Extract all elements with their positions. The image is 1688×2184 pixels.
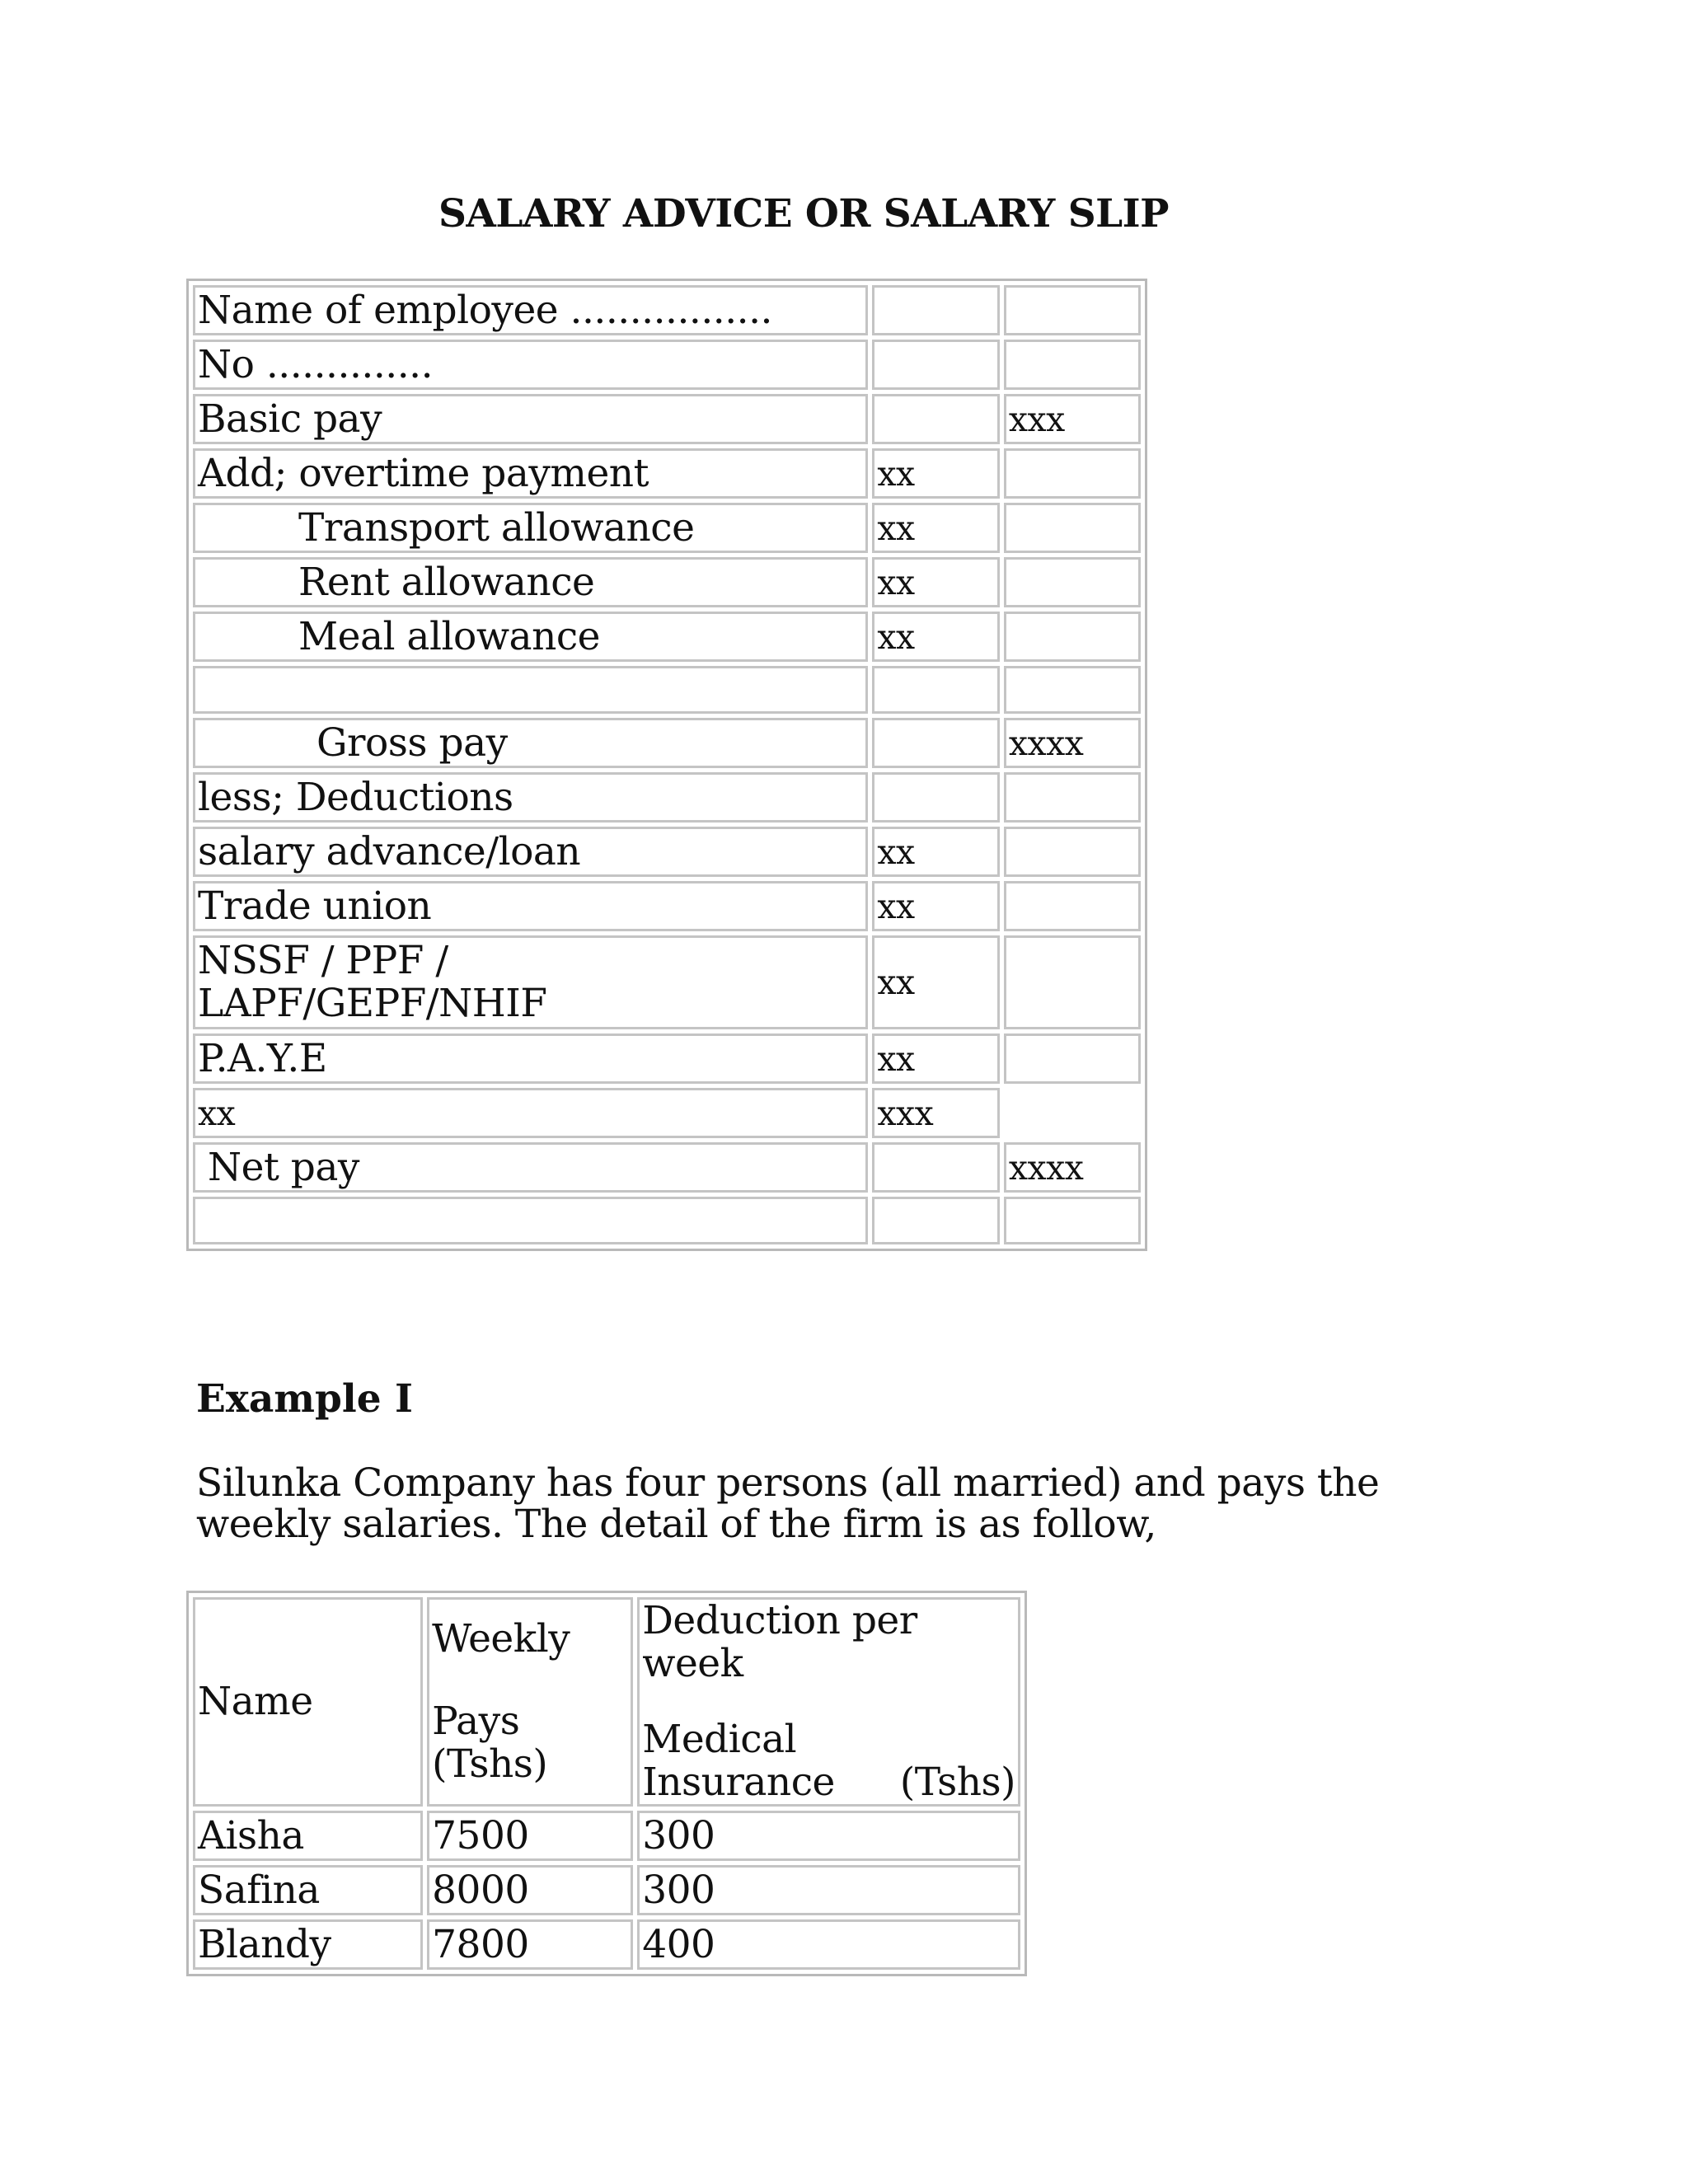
- table-row: [193, 1919, 1020, 1970]
- slip-label: No ..............: [193, 340, 868, 390]
- slip-label: Transport allowance: [193, 503, 868, 553]
- slip-sub-amount: xx: [872, 881, 1000, 931]
- slip-label: less; Deductions: [193, 772, 868, 823]
- cell-name: Blandy: [193, 1919, 423, 1970]
- slip-label: NSSF / PPF / LAPF/GEPF/NHIF: [193, 935, 868, 1029]
- table-row: [193, 1865, 1020, 1915]
- slip-label: [193, 1197, 868, 1244]
- slip-total-amount: [1004, 503, 1141, 553]
- slip-total-amount: [1004, 557, 1141, 607]
- table-row: [193, 1197, 1141, 1244]
- slip-sub-amount: xx: [872, 827, 1000, 877]
- slip-total-amount: [1004, 935, 1141, 1029]
- table-row: [193, 285, 1141, 335]
- table-row: [193, 557, 1141, 607]
- table-row: [193, 448, 1141, 499]
- salary-slip-table: [186, 279, 1147, 1251]
- slip-sub-amount: [872, 718, 1000, 768]
- example-paragraph: Silunka Company has four persons (all married) and pays the weekly salaries. The detail of the firm is as follow,: [196, 1460, 1380, 1547]
- slip-sub-amount: [872, 340, 1000, 390]
- slip-total-amount: [1004, 1033, 1141, 1084]
- header-unit: (Tshs): [899, 1760, 1015, 1805]
- slip-label: Rent allowance: [193, 557, 868, 607]
- header-deduction: [637, 1597, 1020, 1807]
- slip-label: Name of employee .................: [193, 285, 868, 335]
- table-row: [193, 1033, 1141, 1084]
- slip-label: [193, 666, 868, 714]
- slip-sub-amount: xx: [872, 935, 1000, 1029]
- slip-sub-amount: [872, 1197, 1000, 1244]
- table-row: [193, 827, 1141, 877]
- example-heading: Example I: [196, 1376, 413, 1422]
- slip-total-amount: xxxx: [1004, 1142, 1141, 1193]
- table-row: [193, 881, 1141, 931]
- slip-sub-amount: xx: [872, 503, 1000, 553]
- slip-label: P.A.Y.E: [193, 1033, 868, 1084]
- table-row: [193, 1142, 1141, 1193]
- slip-sub-amount: [872, 285, 1000, 335]
- cell-pay: 7800: [427, 1919, 633, 1970]
- slip-label: Meal allowance: [193, 612, 868, 662]
- slip-total-amount: [1004, 340, 1141, 390]
- slip-total-amount: [1004, 612, 1141, 662]
- slip-total-amount: [1004, 772, 1141, 823]
- cell-deduction: 300: [637, 1865, 1020, 1915]
- document-title: SALARY ADVICE OR SALARY SLIP: [438, 191, 1170, 237]
- slip-sub-amount: xx: [872, 612, 1000, 662]
- header-weekly: Weekly: [432, 1616, 570, 1661]
- slip-sub-amount: [872, 394, 1000, 444]
- table-row: [193, 340, 1141, 390]
- header-pays: Pays (Tshs): [432, 1699, 548, 1787]
- slip-total-amount: [1004, 285, 1141, 335]
- table-row: [193, 1088, 1141, 1138]
- slip-sub-amount: [872, 666, 1000, 714]
- table-row: [193, 718, 1141, 768]
- table-row: [193, 503, 1141, 553]
- slip-sub-amount: xx: [872, 1033, 1000, 1084]
- slip-total-amount: xxx: [1004, 394, 1141, 444]
- table-row: [193, 935, 1141, 1029]
- slip-label: Gross pay: [193, 718, 868, 768]
- slip-sub-amount: xx: [872, 448, 1000, 499]
- slip-total-amount: [1004, 448, 1141, 499]
- slip-total-amount: [1004, 1088, 1141, 1138]
- header-deduction-title: Deduction per week: [642, 1598, 917, 1686]
- slip-sub-amount: xx: [872, 557, 1000, 607]
- table-row: [193, 394, 1141, 444]
- slip-total-amount: [1004, 881, 1141, 931]
- slip-total-amount: xxxx: [1004, 718, 1141, 768]
- table-header-row: [193, 1597, 1020, 1807]
- slip-sub-amount: xxx: [872, 1088, 1000, 1138]
- cell-name: Safina: [193, 1865, 423, 1915]
- slip-total-amount: [1004, 666, 1141, 714]
- cell-pay: 8000: [427, 1865, 633, 1915]
- cell-name: Aisha: [193, 1811, 423, 1861]
- table-row: [193, 772, 1141, 823]
- slip-label: Trade union: [193, 881, 868, 931]
- slip-label: Basic pay: [193, 394, 868, 444]
- slip-label: salary advance/loan: [193, 827, 868, 877]
- slip-sub-amount: [872, 772, 1000, 823]
- cell-pay: 7500: [427, 1811, 633, 1861]
- header-name: Name: [193, 1597, 423, 1807]
- slip-sub-amount: [872, 1142, 1000, 1193]
- header-medical-row: [642, 1718, 1015, 1804]
- cell-deduction: 400: [637, 1919, 1020, 1970]
- slip-label: Add; overtime payment: [193, 448, 868, 499]
- table-row: [193, 666, 1141, 714]
- slip-total-amount: [1004, 1197, 1141, 1244]
- slip-label: xx: [193, 1088, 868, 1138]
- table-row: [193, 1811, 1020, 1861]
- slip-label: Net pay: [193, 1142, 868, 1193]
- table-row: [193, 612, 1141, 662]
- header-weekly-pays: [427, 1597, 633, 1807]
- header-medical: Medical Insurance: [642, 1717, 835, 1805]
- cell-deduction: 300: [637, 1811, 1020, 1861]
- slip-total-amount: [1004, 827, 1141, 877]
- example-table: [186, 1591, 1027, 1976]
